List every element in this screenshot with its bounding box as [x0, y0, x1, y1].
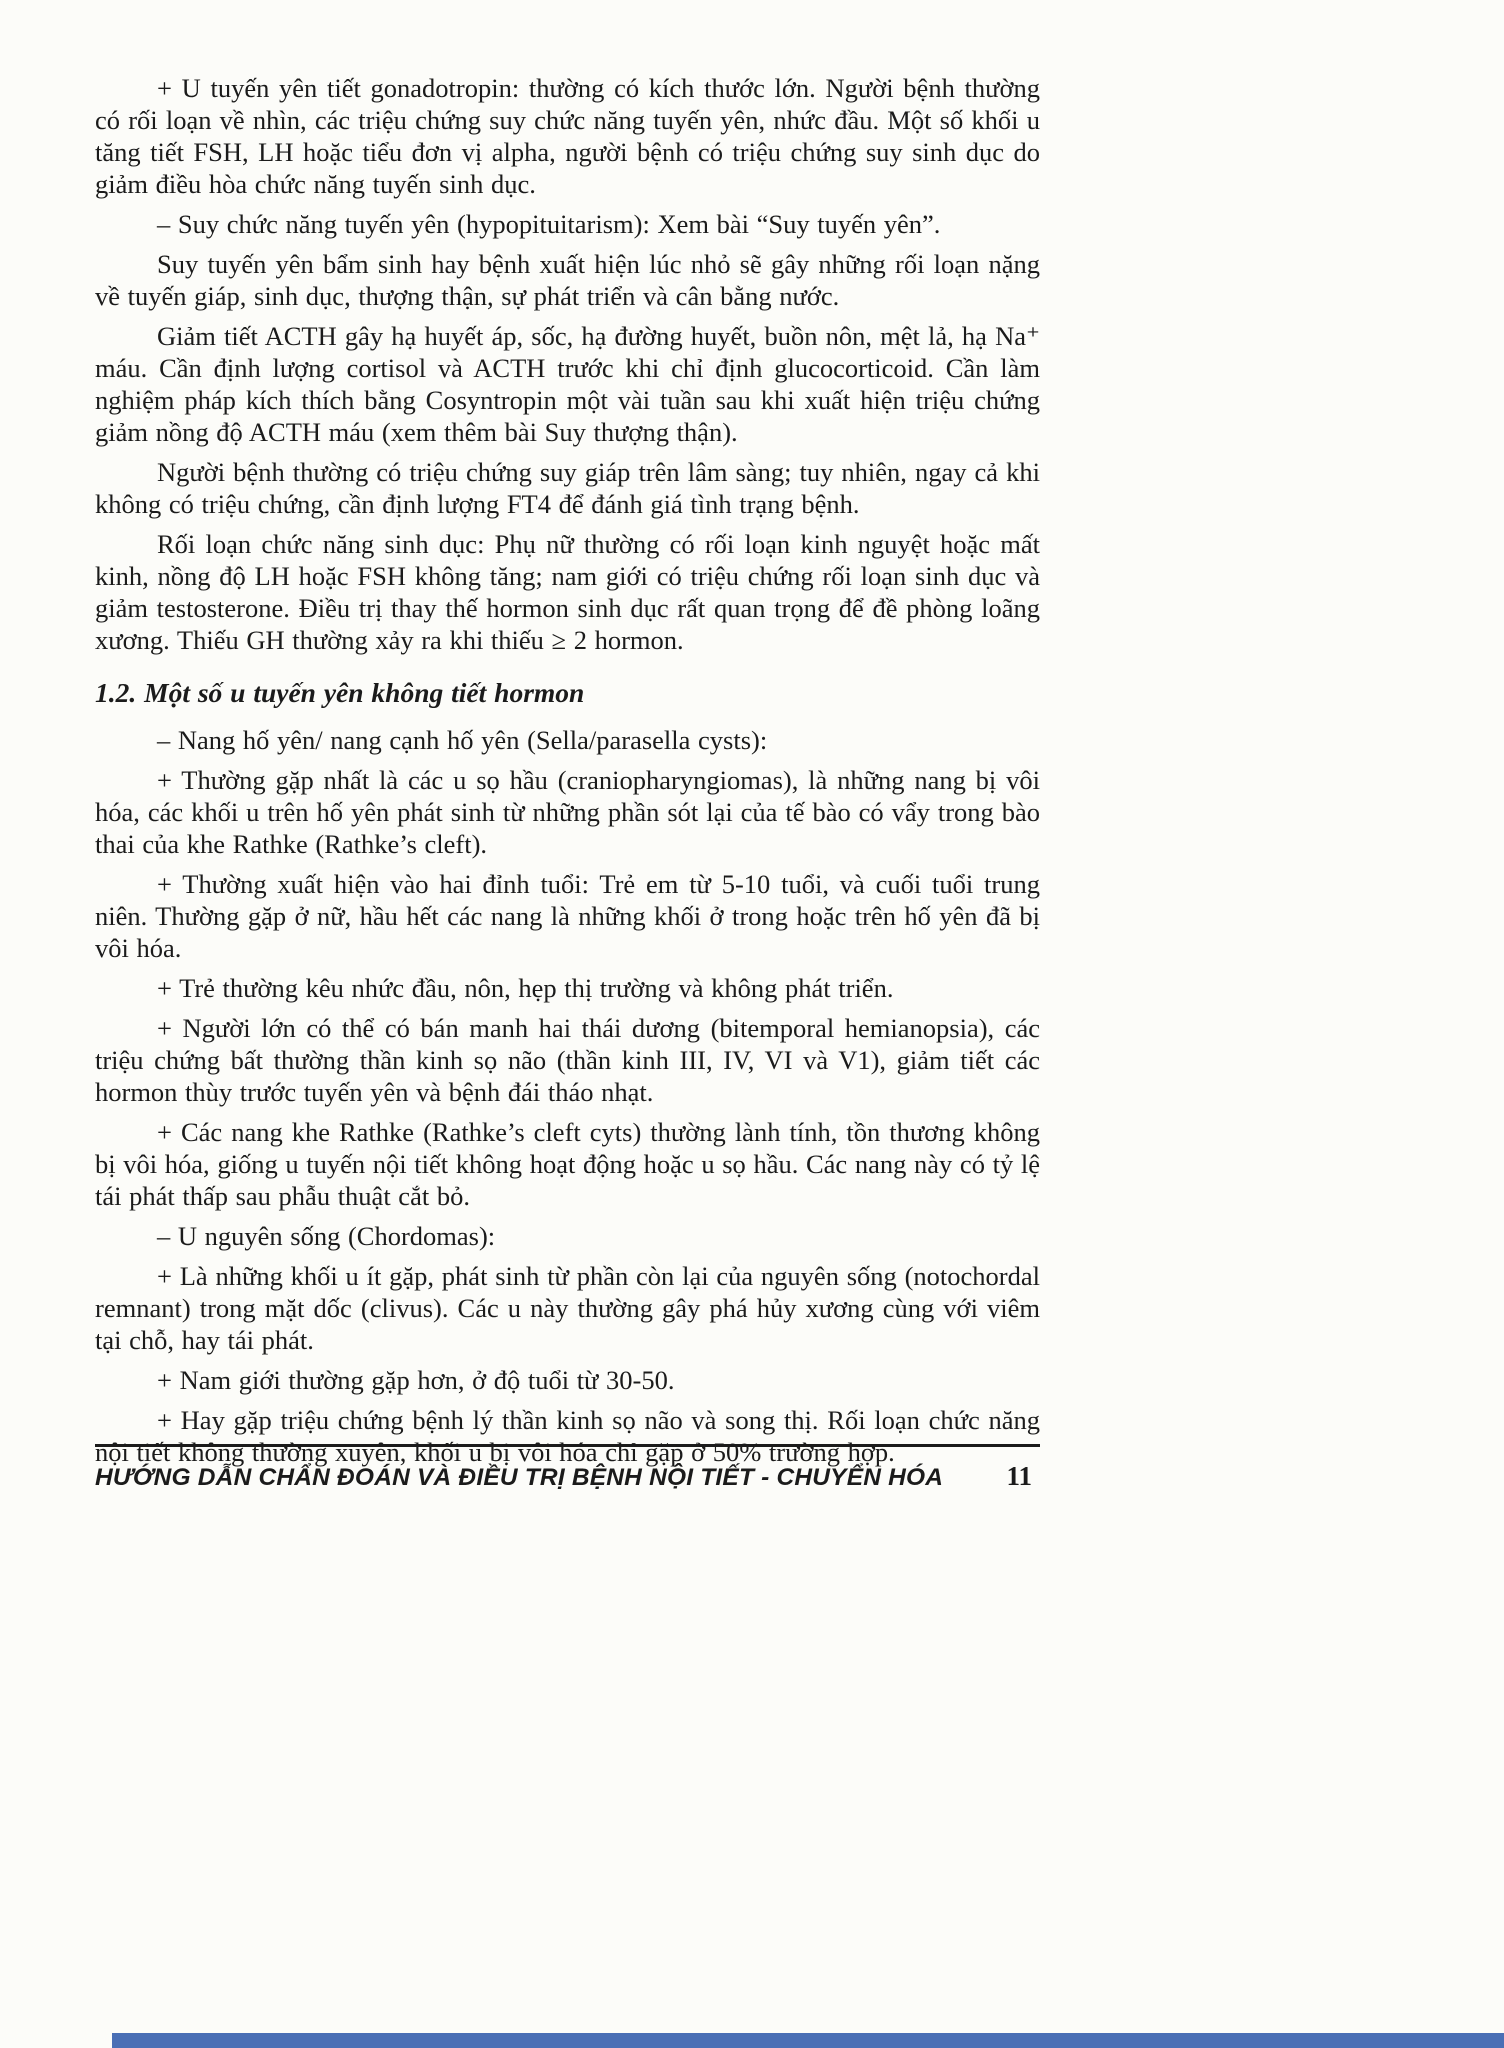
paragraph: + Các nang khe Rathke (Rathke’s cleft cyts) thường lành tính, tồn thương không bị vôi hóa, giống u tuyến nội tiết không hoạt động hoặc u sọ hầu. Các nang này có tỷ lệ tái phát thấp sau phẫu thuật cắt bỏ. [95, 1117, 1040, 1211]
paragraph: + Thường gặp nhất là các u sọ hầu (craniopharyngiomas), là những nang bị vôi hóa, các khối u trên hố yên phát sinh từ những phần sót lại của tế bào có vẩy trong bào thai của khe Rathke (Rathke’s cleft). [95, 765, 1040, 859]
page-body-text [95, 72, 1040, 1476]
paragraph: + Thường xuất hiện vào hai đỉnh tuổi: Trẻ em từ 5-10 tuổi, và cuối tuổi trung niên. Thường gặp ở nữ, hầu hết các nang là những khối ở trong hoặc trên hố yên đã bị vôi hóa. [95, 869, 1040, 963]
paragraph: Giảm tiết ACTH gây hạ huyết áp, sốc, hạ đường huyết, buồn nôn, mệt lả, hạ Na⁺ máu. Cần định lượng cortisol và ACTH trước khi chỉ định glucocorticoid. Cần làm nghiệm pháp kích thích bằng Cosyntropin một vài tuần sau khi xuất hiện triệu chứng giảm nồng độ ACTH máu (xem thêm bài Suy thượng thận). [95, 321, 1040, 447]
paragraph: + Nam giới thường gặp hơn, ở độ tuổi từ 30-50. [157, 1365, 675, 1395]
paragraph: – U nguyên sống (Chordomas): [157, 1221, 496, 1251]
paragraph: – Nang hố yên/ nang cạnh hố yên (Sella/parasella cysts): [157, 725, 768, 755]
page-footer [95, 1444, 1040, 1492]
paragraph: + Người lớn có thể có bán manh hai thái dương (bitemporal hemianopsia), các triệu chứng bất thường thần kinh sọ não (thần kinh III, IV, VI và V1), giảm tiết các hormon thùy trước tuyến yên và bệnh đái tháo nhạt. [95, 1013, 1040, 1107]
scan-edge-artifact [112, 2033, 1504, 2048]
paragraph: Người bệnh thường có triệu chứng suy giáp trên lâm sàng; tuy nhiên, ngay cả khi không có triệu chứng, cần định lượng FT4 để đánh giá tình trạng bệnh. [95, 457, 1040, 519]
paragraph: + Hay gặp triệu chứng bệnh lý thần kinh sọ não và song thị. Rối loạn chức năng nội tiết không thường xuyên, khối u bị vôi hóa chỉ gặp ở 50% trường hợp. [95, 1405, 1040, 1467]
section-heading: 1.2. Một số u tuyến yên không tiết hormon [95, 677, 585, 708]
footer-title: HƯỚNG DẪN CHẨN ĐOÁN VÀ ĐIỀU TRỊ BỆNH NỘI TIẾT - CHUYỂN HÓA [95, 1464, 944, 1491]
paragraph: + Là những khối u ít gặp, phát sinh từ phần còn lại của nguyên sống (notochordal remnant) trong mặt dốc (clivus). Các u này thường gây phá hủy xương cùng với viêm tại chỗ, hay tái phát. [95, 1261, 1040, 1355]
paragraph: + Trẻ thường kêu nhức đầu, nôn, hẹp thị trường và không phát triển. [157, 973, 894, 1003]
paragraph: Suy tuyến yên bẩm sinh hay bệnh xuất hiện lúc nhỏ sẽ gây những rối loạn nặng về tuyến giáp, sinh dục, thượng thận, sự phát triển và cân bằng nước. [95, 249, 1040, 311]
paragraph: + U tuyến yên tiết gonadotropin: thường có kích thước lớn. Người bệnh thường có rối loạn về nhìn, các triệu chứng suy chức năng tuyến yên, nhức đầu. Một số khối u tăng tiết FSH, LH hoặc tiểu đơn vị alpha, người bệnh có triệu chứng suy sinh dục do giảm điều hòa chức năng tuyến sinh dục. [95, 73, 1040, 199]
paragraph: – Suy chức năng tuyến yên (hypopituitarism): Xem bài “Suy tuyến yên”. [157, 209, 941, 239]
page-number: 11 [1006, 1461, 1032, 1491]
paragraph: Rối loạn chức năng sinh dục: Phụ nữ thường có rối loạn kinh nguyệt hoặc mất kinh, nồng độ LH hoặc FSH không tăng; nam giới có triệu chứng rối loạn sinh dục và giảm testosterone. Điều trị thay thế hormon sinh dục rất quan trọng để đề phòng loãng xương. Thiếu GH thường xảy ra khi thiếu ≥ 2 hormon. [95, 529, 1040, 655]
